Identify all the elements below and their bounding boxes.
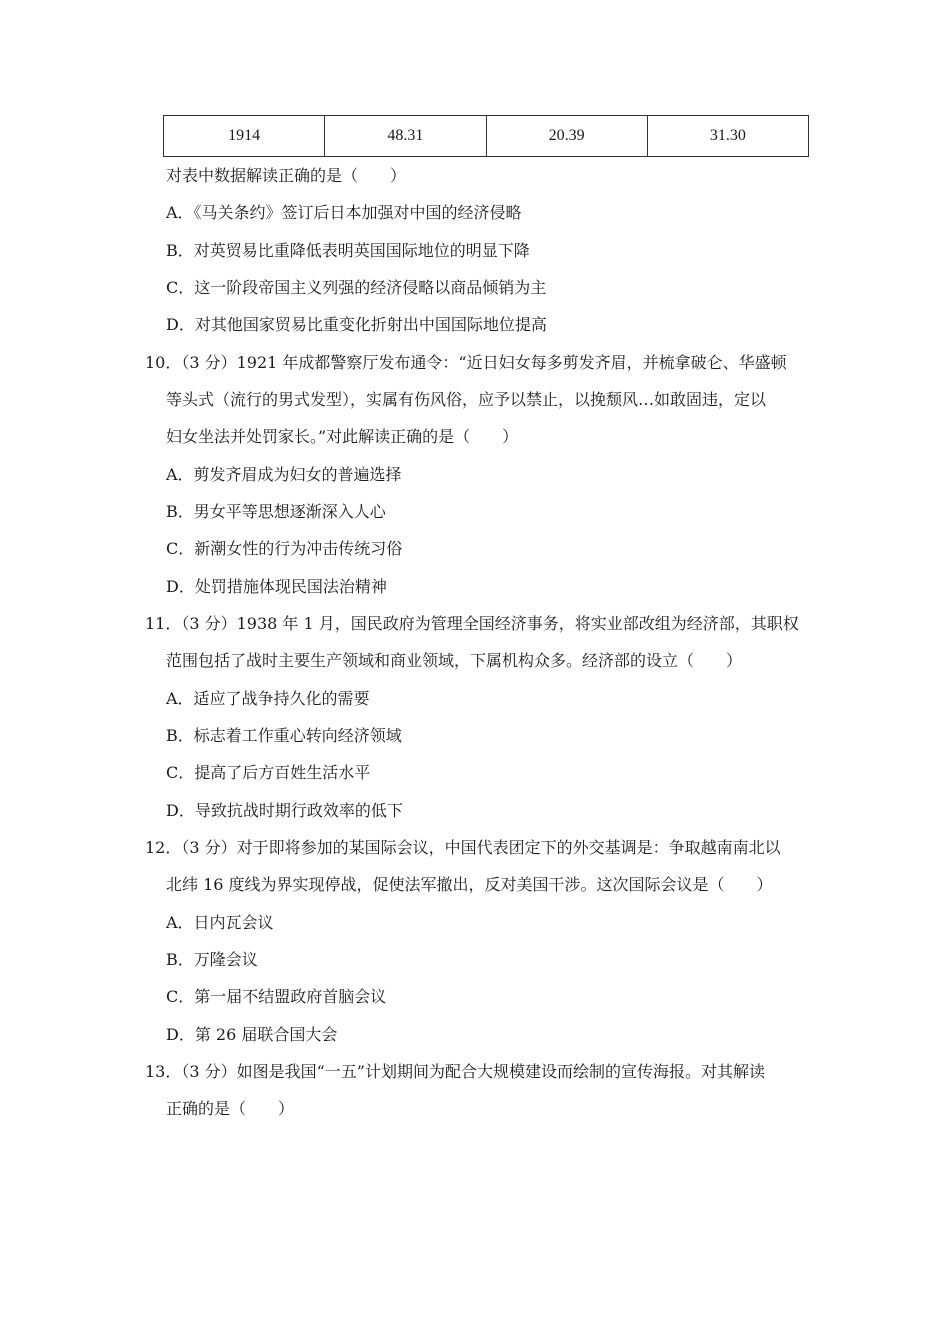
q11-option-b: B．标志着工作重心转向经济领域 bbox=[166, 726, 402, 745]
q12-stem-line-1: 12．（3 分）对于即将参加的某国际会议，中国代表团定下的外交基调是：争取越南南北以 bbox=[145, 838, 781, 857]
q13-stem-line-1: 13．（3 分）如图是我国“一五”计划期间为配合大规模建设而绘制的宣传海报。对其解读 bbox=[145, 1062, 765, 1081]
q12-option-b: B．万隆会议 bbox=[166, 950, 258, 969]
q11-option-d: D．导致抗战时期行政效率的低下 bbox=[166, 801, 403, 820]
q13-stem-line-2: 正确的是（ ） bbox=[166, 1099, 295, 1118]
q12-option-a: A．日内瓦会议 bbox=[166, 913, 274, 932]
q9-option-b: B．对英贸易比重降低表明英国国际地位的明显下降 bbox=[166, 241, 530, 260]
q10-stem-line-3: 妇女坐法并处罚家长。”对此解读正确的是（ ） bbox=[166, 427, 519, 446]
table-cell-value: 31.30 bbox=[647, 116, 808, 157]
table-row bbox=[164, 116, 809, 157]
trade-data-table bbox=[163, 115, 809, 157]
q11-stem-line-2: 范围包括了战时主要生产领域和商业领域，下属机构众多。经济部的设立（ ） bbox=[166, 651, 743, 670]
q12-option-d: D．第 26 届联合国大会 bbox=[166, 1025, 338, 1044]
q9-option-a: A．《马关条约》签订后日本加强对中国的经济侵略 bbox=[166, 203, 522, 222]
table-cell-value: 48.31 bbox=[325, 116, 486, 157]
table-cell-year: 1914 bbox=[164, 116, 325, 157]
q11-stem-line-1: 11．（3 分）1938 年 1 月，国民政府为管理全国经济事务，将实业部改组为经济部，其职权 bbox=[145, 614, 799, 633]
q10-option-d: D．处罚措施体现民国法治精神 bbox=[166, 577, 387, 596]
q9-stem: 对表中数据解读正确的是（ ） bbox=[166, 166, 407, 185]
q10-stem-line-1: 10．（3 分）1921 年成都警察厅发布通令：“近日妇女每多剪发齐眉，并梳拿破仑、华盛顿 bbox=[145, 353, 787, 372]
q9-option-d: D．对其他国家贸易比重变化折射出中国国际地位提高 bbox=[166, 315, 547, 334]
q9-option-c: C．这一阶段帝国主义列强的经济侵略以商品倾销为主 bbox=[166, 278, 547, 297]
q10-option-c: C．新潮女性的行为冲击传统习俗 bbox=[166, 539, 403, 558]
q10-option-a: A．剪发齐眉成为妇女的普遍选择 bbox=[166, 465, 402, 484]
q11-option-c: C．提高了后方百姓生活水平 bbox=[166, 763, 371, 782]
q10-stem-line-2: 等头式（流行的男式发型），实属有伤风俗，应予以禁止，以挽颓风…如敢固违，定以 bbox=[166, 390, 767, 409]
q12-stem-line-2: 北纬 16 度线为界实现停战，促使法军撤出，反对美国干涉。这次国际会议是（ ） bbox=[166, 875, 773, 894]
q10-option-b: B．男女平等思想逐渐深入人心 bbox=[166, 502, 386, 521]
table-cell-value: 20.39 bbox=[486, 116, 647, 157]
q11-option-a: A．适应了战争持久化的需要 bbox=[166, 689, 370, 708]
q12-option-c: C．第一届不结盟政府首脑会议 bbox=[166, 987, 387, 1006]
